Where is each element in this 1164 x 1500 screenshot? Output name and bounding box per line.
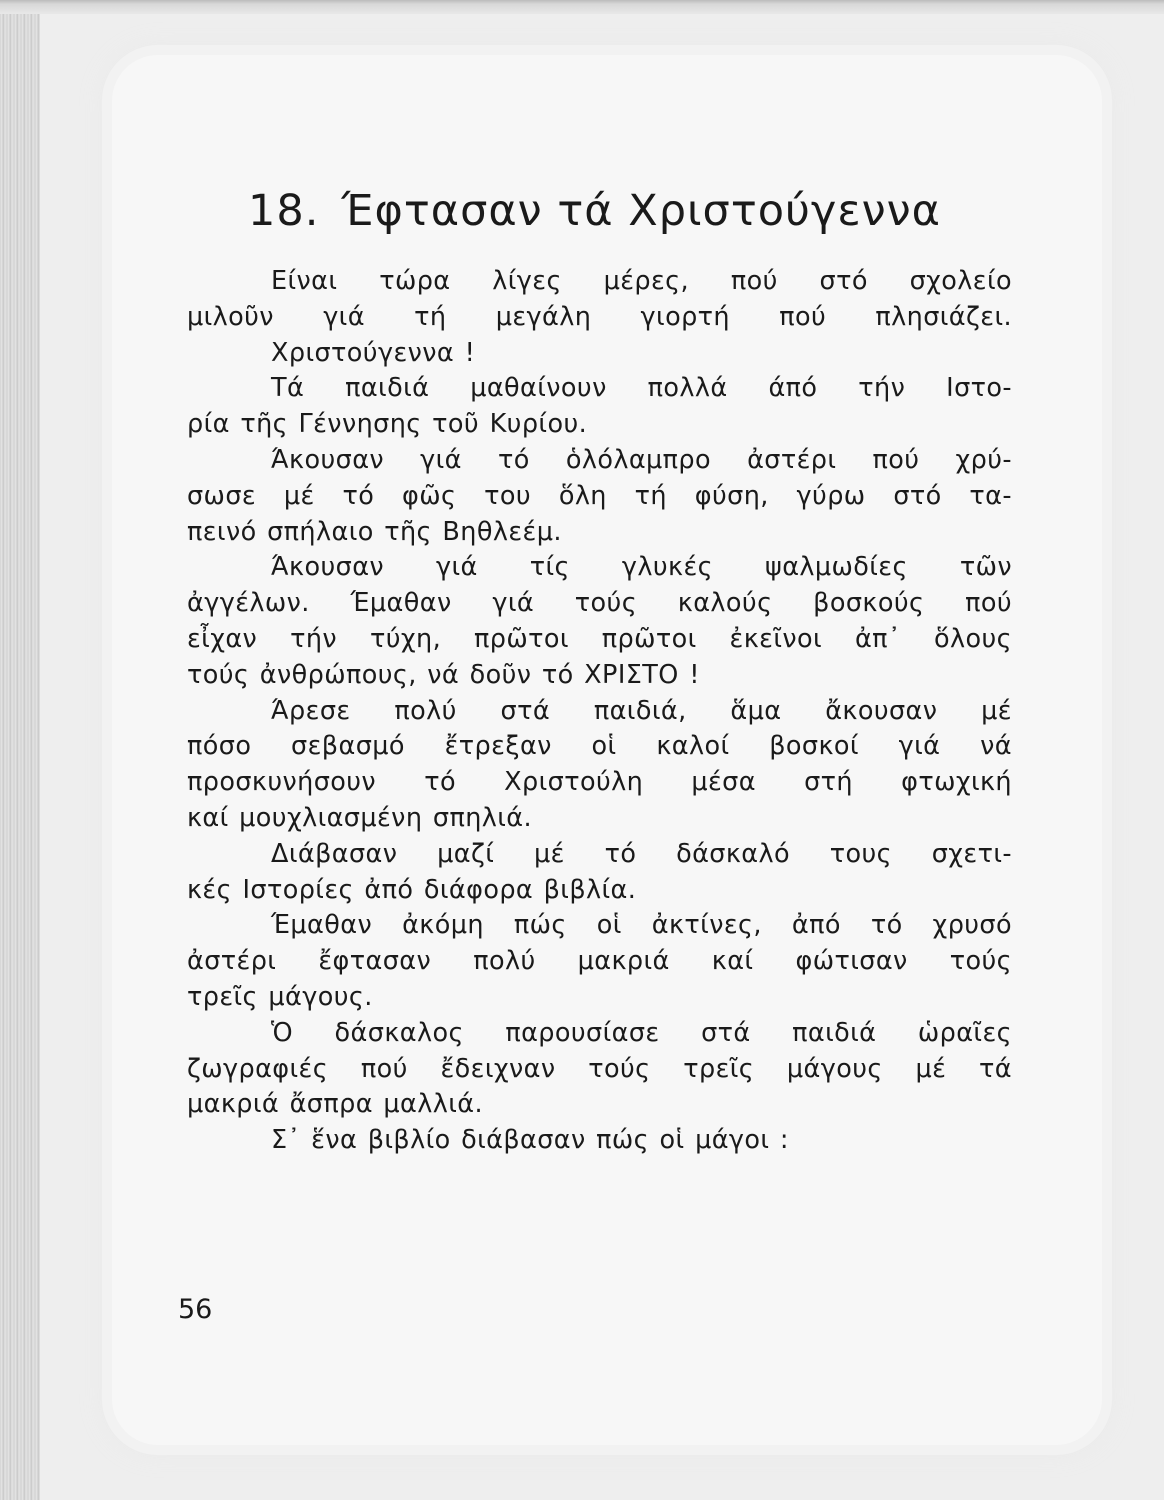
- text-line: Τά παιδιά μαθαίνουν πολλά άπό τήν Ιστο-: [271, 373, 1012, 404]
- text-line: εἶχαν τήν τύχη, πρῶτοι πρῶτοι ἐκεῖνοι ἀπ᾽ ὅλους: [187, 623, 1012, 654]
- text-line: πεινό σπήλαιο τῆς Βηθλεέμ.: [187, 516, 562, 547]
- chapter-title: Έφτασαν τά Χριστούγεννα: [341, 186, 941, 236]
- paragraph-8-cont: [187, 944, 1012, 980]
- text-line: ἀστέρι ἔφτασαν πολύ μακριά καί φώτισαν τούς: [187, 946, 1012, 977]
- chapter-number: 18.: [248, 186, 320, 236]
- paragraph-6: [187, 694, 1012, 730]
- text-line: Είναι τώρα λίγες μέρες, πού στό σχολείο: [271, 266, 1012, 296]
- page-number: 56: [178, 1294, 213, 1325]
- text-line: Σ᾽ ἕνα βιβλίο διάβασαν πώς οἱ μάγοι :: [271, 1125, 789, 1156]
- paragraph-3-end: [187, 407, 1012, 443]
- paragraph-6-end: [187, 801, 1012, 837]
- paragraph-1-end: [187, 300, 1012, 336]
- paragraph-9-end: [187, 1087, 1012, 1123]
- paragraph-1: [187, 264, 1012, 300]
- text-line: σωσε μέ τό φῶς του ὅλη τή φύση, γύρω στό τα-: [187, 480, 1012, 511]
- paragraph-5-end: [187, 658, 1012, 694]
- text-line: ζωγραφιές πού ἔδειχναν τούς τρεῖς μάγους μέ τά: [187, 1053, 1012, 1084]
- paragraph-8: [187, 908, 1012, 944]
- text-line: κές Ιστορίες ἀπό διάφορα βιβλία.: [187, 874, 637, 905]
- paragraph-3: [187, 371, 1012, 407]
- text-line: Άρεσε πολύ στά παιδιά, ἅμα ἄκουσαν μέ: [271, 695, 1012, 726]
- paragraph-8-end: [187, 980, 1012, 1016]
- paragraph-5-cont: [187, 622, 1012, 658]
- page-top-edge: [0, 0, 1164, 14]
- text-line: Ὁ δάσκαλος παρουσίασε στά παιδιά ὡραῖες: [271, 1017, 1012, 1048]
- chapter-heading: [248, 181, 1068, 241]
- chapter-body: [187, 264, 1012, 1159]
- text-line: προσκυνήσουν τό Χριστούλη μέσα στή φτωχική: [187, 767, 1012, 798]
- paragraph-4-end: [187, 515, 1012, 551]
- paragraph-9: [187, 1016, 1012, 1052]
- text-line: Διάβασαν μαζί μέ τό δάσκαλό τους σχετι-: [271, 838, 1012, 869]
- paragraph-5-cont: [187, 586, 1012, 622]
- book-binding-edge: [0, 0, 40, 1500]
- text-line: Χριστούγεννα !: [271, 337, 476, 368]
- paragraph-4-cont: [187, 479, 1012, 515]
- text-line: Άκουσαν γιά τίς γλυκές ψαλμωδίες τῶν: [271, 552, 1012, 583]
- paragraph-10: [187, 1123, 1012, 1159]
- text-line: πόσο σεβασμό ἔτρεξαν οἱ καλοί βοσκοί γιά νά: [187, 731, 1012, 762]
- paragraph-4: [187, 443, 1012, 479]
- paragraph-9-cont: [187, 1052, 1012, 1088]
- paragraph-6-cont: [187, 765, 1012, 801]
- text-line: μιλοῦν γιά τή μεγάλη γιορτή πού πλησιάζει.: [187, 301, 1012, 332]
- text-line: τούς ἀνθρώπους, νά δοῦν τό ΧΡΙΣΤΟ !: [187, 659, 700, 690]
- paragraph-7-end: [187, 873, 1012, 909]
- paragraph-6-cont: [187, 729, 1012, 765]
- paragraph-2: [187, 336, 1012, 372]
- paragraph-5: [187, 550, 1012, 586]
- text-line: Έμαθαν ἀκόμη πώς οἱ ἀκτίνες, ἀπό τό χρυσό: [271, 910, 1012, 941]
- text-line: τρεῖς μάγους.: [187, 981, 373, 1012]
- text-line: ρία τῆς Γέννησης τοῦ Κυρίου.: [187, 409, 588, 440]
- text-line: καί μουχλιασμένη σπηλιά.: [187, 802, 533, 833]
- text-line: Άκουσαν γιά τό ὁλόλαμπρο ἀστέρι πού χρύ-: [271, 444, 1012, 475]
- paragraph-7: [187, 837, 1012, 873]
- text-line: ἀγγέλων. Έμαθαν γιά τούς καλούς βοσκούς πού: [187, 588, 1012, 619]
- text-line: μακριά ἄσπρα μαλλιά.: [187, 1089, 483, 1120]
